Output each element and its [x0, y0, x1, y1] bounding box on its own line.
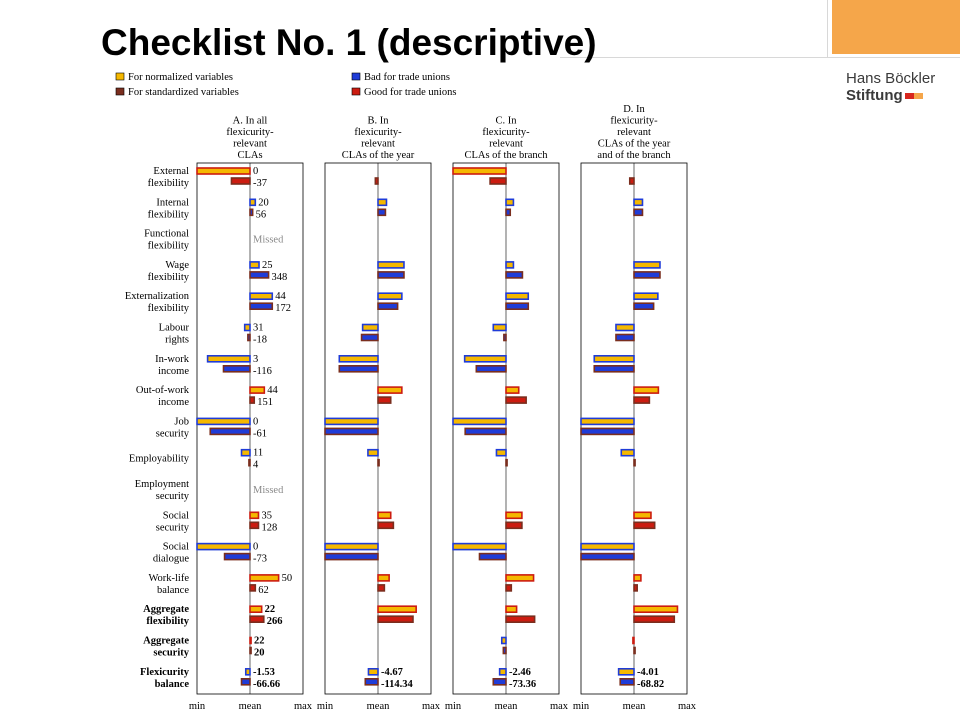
- bar-normalized: [378, 606, 416, 612]
- bar-normalized: [339, 356, 378, 362]
- category-label: Wage: [165, 259, 189, 271]
- bar-standardized: [506, 585, 511, 591]
- value-label-normalized: 3: [253, 353, 259, 365]
- bar-normalized: [250, 638, 251, 644]
- legend-label-bad: Bad for trade unions: [364, 72, 451, 83]
- value-label-standardized: 348: [271, 271, 288, 283]
- value-label-normalized: -4.67: [381, 666, 403, 678]
- bar-standardized: [506, 460, 507, 466]
- bar-normalized: [197, 544, 250, 550]
- category-label: security: [155, 491, 189, 502]
- bar-standardized: [506, 272, 522, 278]
- panel-title: relevant: [233, 138, 267, 150]
- bar-normalized: [378, 387, 402, 393]
- bar-normalized: [506, 199, 513, 205]
- value-label-standardized: 56: [255, 209, 267, 221]
- category-label: Flexicurity: [140, 666, 189, 678]
- bar-normalized: [378, 262, 404, 268]
- slide-title: Checklist No. 1 (descriptive): [101, 22, 597, 63]
- bar-normalized: [197, 168, 250, 174]
- category-label: Internal: [156, 197, 189, 209]
- axis-tick-max: max: [677, 701, 697, 712]
- bar-normalized: [634, 575, 641, 581]
- panel-title: relevant: [617, 127, 651, 138]
- bar-standardized: [250, 272, 269, 278]
- bar-normalized: [621, 450, 634, 456]
- bar-standardized: [506, 209, 510, 215]
- bar-standardized: [378, 209, 385, 215]
- bar-normalized: [325, 544, 378, 550]
- value-label-normalized: 0: [253, 541, 259, 553]
- bar-normalized: [493, 325, 506, 331]
- bar-standardized: [634, 648, 635, 654]
- value-label-standardized: -68.82: [637, 678, 665, 690]
- value-label-standardized: -18: [253, 334, 267, 346]
- panel-title: and of the branch: [597, 150, 671, 161]
- bar-normalized: [250, 199, 255, 205]
- bar-normalized: [506, 512, 522, 518]
- category-label: rights: [165, 334, 189, 346]
- bar-normalized: [208, 356, 250, 362]
- bar-normalized: [378, 293, 402, 299]
- value-label-standardized: 4: [253, 459, 259, 471]
- bar-standardized: [506, 303, 528, 309]
- category-label: Employment: [134, 479, 189, 490]
- value-label-standardized: -73: [253, 553, 267, 565]
- bar-standardized: [325, 428, 378, 434]
- bar-normalized: [242, 450, 250, 456]
- missed-label: Missed: [253, 234, 284, 246]
- bar-standardized: [503, 648, 506, 654]
- legend-label-normalized: For normalized variables: [128, 72, 233, 83]
- value-label-normalized: -2.46: [509, 666, 531, 678]
- category-label: Functional: [144, 228, 189, 240]
- bar-standardized: [634, 397, 649, 403]
- bar-standardized: [250, 397, 254, 403]
- bar-standardized: [250, 585, 255, 591]
- legend-label-standardized: For standardized variables: [128, 87, 239, 98]
- value-label-standardized: 266: [266, 616, 283, 628]
- category-label: dialogue: [152, 553, 189, 565]
- bar-standardized: [630, 178, 634, 184]
- value-label-standardized: 128: [261, 522, 278, 534]
- bar-standardized: [634, 460, 635, 466]
- panel-title: flexicurity-: [354, 127, 402, 138]
- category-label: flexibility: [147, 271, 189, 283]
- category-label: flexibility: [147, 303, 189, 315]
- bar-normalized: [633, 638, 634, 644]
- bar-normalized: [619, 669, 634, 675]
- panel-title: C. In: [495, 115, 517, 127]
- bar-standardized: [378, 272, 404, 278]
- bar-normalized: [634, 387, 658, 393]
- axis-tick-mean: mean: [366, 701, 390, 712]
- legend-swatch-good: [352, 88, 360, 95]
- bar-normalized: [453, 544, 506, 550]
- value-label-standardized: -114.34: [381, 678, 413, 690]
- value-label-normalized: 50: [281, 572, 293, 584]
- bar-standardized: [210, 428, 250, 434]
- bar-normalized: [506, 606, 517, 612]
- bar-normalized: [634, 199, 642, 205]
- bar-normalized: [250, 575, 279, 581]
- bar-normalized: [378, 199, 386, 205]
- category-label: External: [153, 166, 189, 177]
- bar-standardized: [634, 585, 637, 591]
- bar-standardized: [490, 178, 506, 184]
- panel-title: flexicurity-: [610, 115, 658, 127]
- bar-standardized: [225, 554, 250, 560]
- bar-standardized: [506, 616, 535, 622]
- bar-standardized: [480, 554, 507, 560]
- value-label-normalized: -4.01: [637, 666, 659, 678]
- value-label-standardized: -66.66: [253, 678, 281, 690]
- bar-normalized: [250, 512, 258, 518]
- bar-standardized: [616, 335, 634, 341]
- bar-normalized: [378, 575, 389, 581]
- category-label: flexibility: [146, 616, 189, 628]
- bar-standardized: [378, 585, 384, 591]
- bar-standardized: [378, 522, 393, 528]
- category-label: Work-life: [148, 572, 189, 584]
- bar-normalized: [496, 450, 506, 456]
- bar-standardized: [378, 397, 391, 403]
- value-label-normalized: 44: [267, 385, 278, 397]
- axis-tick-max: max: [293, 701, 313, 712]
- bar-normalized: [453, 418, 506, 424]
- value-label-standardized: -73.36: [509, 678, 537, 690]
- category-label: Aggregate: [143, 635, 189, 647]
- value-label-standardized: 20: [254, 647, 265, 659]
- bar-standardized: [362, 335, 378, 341]
- bar-standardized: [634, 522, 655, 528]
- bar-standardized: [594, 366, 634, 372]
- bar-standardized: [634, 209, 642, 215]
- category-label: Aggregate: [143, 604, 189, 616]
- bar-standardized: [506, 397, 526, 403]
- bar-normalized: [378, 512, 391, 518]
- panel-title: CLAs of the year: [341, 150, 415, 161]
- value-label-normalized: -1.53: [253, 666, 275, 678]
- category-label: flexibility: [147, 240, 189, 252]
- bar-standardized: [250, 209, 253, 215]
- value-label-standardized: 172: [275, 303, 292, 315]
- category-label: flexibility: [147, 178, 189, 189]
- category-label: Social: [162, 541, 189, 553]
- bar-standardized: [250, 303, 272, 309]
- bar-standardized: [465, 428, 506, 434]
- bar-standardized: [493, 679, 506, 685]
- bar-normalized: [502, 638, 506, 644]
- bar-normalized: [500, 669, 506, 675]
- bar-normalized: [363, 325, 378, 331]
- bar-standardized: [224, 366, 251, 372]
- panel-title: D. In: [623, 104, 645, 115]
- category-label: Labour: [158, 322, 189, 334]
- bar-normalized: [634, 262, 660, 268]
- value-label-normalized: 44: [275, 291, 286, 303]
- bar-normalized: [250, 293, 272, 299]
- value-label-normalized: 35: [261, 510, 272, 522]
- axis-tick-min: min: [572, 701, 590, 712]
- category-label: balance: [156, 584, 189, 596]
- bar-standardized: [242, 679, 250, 685]
- category-label: income: [158, 365, 189, 377]
- bar-standardized: [476, 366, 506, 372]
- bar-normalized: [465, 356, 506, 362]
- bar-standardized: [250, 648, 251, 654]
- axis-tick-mean: mean: [622, 701, 646, 712]
- bar-standardized: [506, 522, 522, 528]
- axis-tick-min: min: [188, 701, 206, 712]
- bar-standardized: [634, 303, 654, 309]
- bar-normalized: [506, 387, 519, 393]
- axis-tick-mean: mean: [494, 701, 518, 712]
- bar-normalized: [250, 606, 262, 612]
- axis-tick-min: min: [316, 701, 334, 712]
- bar-normalized: [250, 387, 264, 393]
- bar-standardized: [378, 460, 379, 466]
- bar-normalized: [634, 606, 677, 612]
- bar-normalized: [453, 168, 506, 174]
- bar-normalized: [506, 262, 513, 268]
- bar-normalized: [616, 325, 634, 331]
- panel-title: flexicurity-: [226, 127, 274, 138]
- legend-swatch-normalized: [116, 73, 124, 80]
- axis-tick-max: max: [549, 701, 569, 712]
- bar-standardized: [231, 178, 250, 184]
- value-label-standardized: -116: [253, 365, 272, 377]
- legend-swatch-standardized: [116, 88, 124, 95]
- panel-title: CLAs: [237, 150, 263, 161]
- value-label-normalized: 0: [253, 166, 259, 177]
- bar-normalized: [506, 293, 528, 299]
- bar-normalized: [197, 418, 250, 424]
- value-label-normalized: 11: [253, 447, 264, 459]
- bar-normalized: [368, 669, 378, 675]
- category-label: Out-of-work: [135, 385, 189, 397]
- panel-title: flexicurity-: [482, 127, 530, 138]
- category-label: income: [158, 397, 189, 409]
- category-label: Employability: [128, 453, 189, 465]
- bar-normalized: [581, 544, 634, 550]
- bar-standardized: [250, 522, 258, 528]
- value-label-standardized: 62: [258, 584, 269, 596]
- category-label: security: [155, 522, 189, 534]
- value-label-standardized: 151: [257, 397, 273, 409]
- bar-standardized: [365, 679, 378, 685]
- bar-normalized: [634, 293, 658, 299]
- value-label-normalized: 22: [264, 604, 276, 616]
- panel-title: B. In: [367, 115, 389, 127]
- logo-line-1: Hans Böckler: [846, 70, 936, 87]
- bar-standardized: [581, 554, 634, 560]
- axis-tick-max: max: [421, 701, 441, 712]
- bar-standardized: [504, 335, 506, 341]
- category-label: flexibility: [147, 209, 189, 221]
- value-label-standardized: -37: [253, 178, 267, 189]
- bar-standardized: [249, 460, 250, 466]
- category-label: Job: [174, 416, 189, 428]
- bar-standardized: [378, 616, 413, 622]
- logo-line-2-text: Stiftung: [846, 87, 903, 104]
- missed-label: Missed: [253, 485, 284, 496]
- bar-standardized: [634, 272, 660, 278]
- value-label-normalized: 0: [253, 416, 259, 428]
- axis-tick-min: min: [444, 701, 462, 712]
- bar-standardized: [325, 554, 378, 560]
- category-label: In-work: [155, 353, 189, 365]
- bar-standardized: [250, 616, 264, 622]
- bar-standardized: [339, 366, 378, 372]
- value-label-normalized: 20: [258, 197, 269, 209]
- bar-standardized: [620, 679, 634, 685]
- bar-standardized: [581, 428, 634, 434]
- value-label-standardized: -61: [253, 428, 267, 440]
- panel-title: relevant: [361, 138, 395, 150]
- bar-standardized: [634, 616, 674, 622]
- value-label-normalized: 31: [253, 322, 264, 334]
- bar-standardized: [248, 335, 250, 341]
- bar-normalized: [245, 325, 250, 331]
- category-label: security: [155, 428, 189, 440]
- category-label: Externalization: [124, 291, 189, 303]
- panel-title: CLAs of the branch: [464, 150, 548, 161]
- bar-normalized: [325, 418, 378, 424]
- bar-normalized: [634, 512, 651, 518]
- panel-title: relevant: [489, 138, 523, 150]
- category-label: balance: [154, 678, 189, 690]
- bar-normalized: [246, 669, 250, 675]
- bar-normalized: [368, 450, 378, 456]
- panel-title: A. In all: [232, 115, 268, 127]
- category-label: Social: [162, 510, 189, 522]
- bar-standardized: [378, 303, 398, 309]
- value-label-normalized: 22: [254, 635, 265, 647]
- bar-normalized: [250, 262, 259, 268]
- category-label: security: [153, 647, 189, 659]
- axis-tick-mean: mean: [238, 701, 262, 712]
- legend-swatch-bad: [352, 73, 360, 80]
- bar-normalized: [594, 356, 634, 362]
- panel-title: CLAs of the year: [597, 138, 671, 150]
- bar-normalized: [506, 575, 534, 581]
- bar-normalized: [581, 418, 634, 424]
- value-label-normalized: 25: [262, 259, 273, 271]
- legend-label-good: Good for trade unions: [364, 87, 457, 98]
- bar-standardized: [375, 178, 378, 184]
